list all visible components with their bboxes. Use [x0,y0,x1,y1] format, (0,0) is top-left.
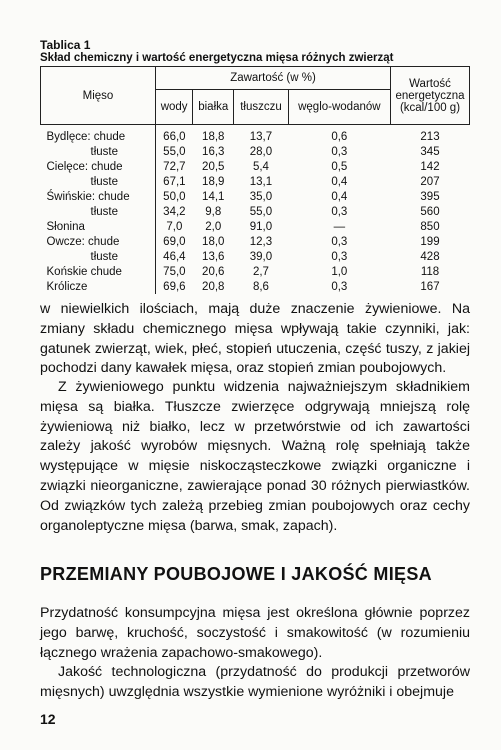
fat-cell: 2,7 [252,265,269,278]
paragraph: Przydatność konsumpcyjna mięsa jest określona głównie poprzez jego barwę, kruchość, soczystość i smakowitość (w rozumieniu łącznego wrażenia zapachowo-smakowego). [40,605,470,661]
protein-cell: 18,0 [202,235,225,248]
table-row [41,234,470,249]
carbs-cell: 0,3 [331,280,348,293]
table-row [41,279,470,294]
fat-cell: 55,0 [249,205,273,218]
paragraph: w niewielkich ilościach, mają duże znaczenie żywieniowe. Na zmiany składu chemicznego mięsa wpływają takie czynniki, jak: gatunek zwierząt, wiek, płeć, stopień utuczenia, część tuszy, z jakiej pochodzi dany kawałek mięsa, oraz stopień zmian poubojowych. [40,301,470,377]
page-number: 12 [40,711,56,727]
water-cell: 66,0 [156,125,193,145]
energy-cell: 345 [420,145,440,158]
carbs-cell: 0,3 [331,145,348,158]
water-cell: 34,2 [156,204,193,219]
carbs-cell: 1,0 [331,265,348,278]
fat-cell: 8,6 [252,280,269,293]
protein-cell: 9,8 [205,205,222,218]
carbs-cell: 0,4 [331,175,348,188]
paragraph: Z żywieniowego punktu widzenia najważniejszym składnikiem mięsa są białka. Tłuszcze zwierzęce odgrywają mniejszą rolę żywieniową niż białko, lecz w przetwórstwie od ich zawartości zależy jakość wyrobów mięsnych. Ważną rolę spełniają także występujące w mięsie niskocząsteczkowe związki organiczne i związki nieorganiczne, zawierające ponad 30 różnych pierwiastków. Od związków tych zależą przebieg zmian poubojowych oraz cechy organoleptyczne mięsa (barwa, smak, zapach). [40,379,470,534]
fat-cell: 91,0 [249,220,273,233]
protein-cell: 14,1 [202,190,225,203]
energy-cell: 560 [420,205,440,218]
protein-cell: 16,3 [202,145,225,158]
water-cell: 69,6 [156,279,193,294]
row-name: Bydlęce: chude [46,130,126,143]
protein-cell: 20,5 [202,160,225,173]
header-protein: białka [193,90,234,125]
energy-cell: 199 [420,235,440,248]
fat-cell: 28,0 [249,145,273,158]
energy-cell: 213 [420,130,440,143]
energy-cell: 142 [420,160,440,173]
row-name: Końskie chude [46,265,122,278]
energy-cell: 395 [420,190,440,203]
carbs-cell: 0,3 [331,205,348,218]
water-cell: 50,0 [156,189,193,204]
row-name: tłuste [90,250,118,263]
header-meat: Mięso [41,67,156,125]
carbs-cell: 0,4 [331,190,348,203]
row-name: Świńskie: chude [46,190,130,203]
row-name: Królicze [46,280,88,293]
header-content: Zawartość (w %) [156,67,391,90]
header-carbs: węglo-wodanów [288,90,390,125]
water-cell: 7,0 [156,219,193,234]
fat-cell: 39,0 [249,250,273,263]
water-cell: 69,0 [156,234,193,249]
table-row [41,204,470,219]
water-cell: 46,4 [156,249,193,264]
water-cell: 72,7 [156,159,193,174]
energy-cell: 428 [420,250,440,263]
protein-cell: 13,6 [202,250,225,263]
fat-cell: 5,4 [252,160,269,173]
header-fat: tłuszczu [234,90,288,125]
table-row [41,189,470,204]
table-row [41,174,470,189]
row-name: Cielęce: chude [46,160,123,173]
water-cell: 75,0 [156,264,193,279]
energy-cell: 167 [420,280,440,293]
protein-cell: 20,6 [202,265,225,278]
carbs-cell: 0,5 [331,160,348,173]
row-name: Słonina [46,220,85,233]
water-cell: 55,0 [156,144,193,159]
row-name: Owcze: chude [46,235,120,248]
header-energy: Wartość energetyczna (kcal/100 g) [391,67,470,125]
energy-cell: 118 [420,265,440,278]
composition-table [40,66,470,294]
section-heading: PRZEMIANY POUBOJOWE I JAKOŚĆ MIĘSA [40,564,432,584]
table-caption: Skład chemiczny i wartość energetyczna mięsa różnych zwierząt [40,52,394,64]
fat-cell: 13,1 [249,175,273,188]
protein-cell: 18,8 [202,130,225,143]
water-cell: 67,1 [156,174,193,189]
protein-cell: 20,8 [202,280,225,293]
fat-cell: 35,0 [249,190,273,203]
carbs-cell: 0,3 [331,235,348,248]
carbs-cell: 0,6 [331,130,348,143]
fat-cell: 13,7 [249,130,273,143]
table-row [41,125,470,145]
header-water: wody [156,90,193,125]
fat-cell: 12,3 [249,235,273,248]
carbs-cell: — [333,220,346,233]
energy-cell: 850 [420,220,440,233]
table-row [41,159,470,174]
row-name: tłuste [90,145,118,158]
energy-cell: 207 [420,175,440,188]
table-row [41,249,470,264]
table-row [41,144,470,159]
table-title: Tablica 1 [40,38,91,52]
table-row [41,219,470,234]
row-name: tłuste [90,205,118,218]
table-row [41,264,470,279]
paragraph: Jakość technologiczna (przydatność do produkcji przetworów mięsnych) uwzględnia wszystkie wymienione wyróżniki i obejmuje [40,664,470,700]
protein-cell: 2,0 [205,220,222,233]
carbs-cell: 0,3 [331,250,348,263]
protein-cell: 18,9 [202,175,225,188]
row-name: tłuste [90,175,118,188]
